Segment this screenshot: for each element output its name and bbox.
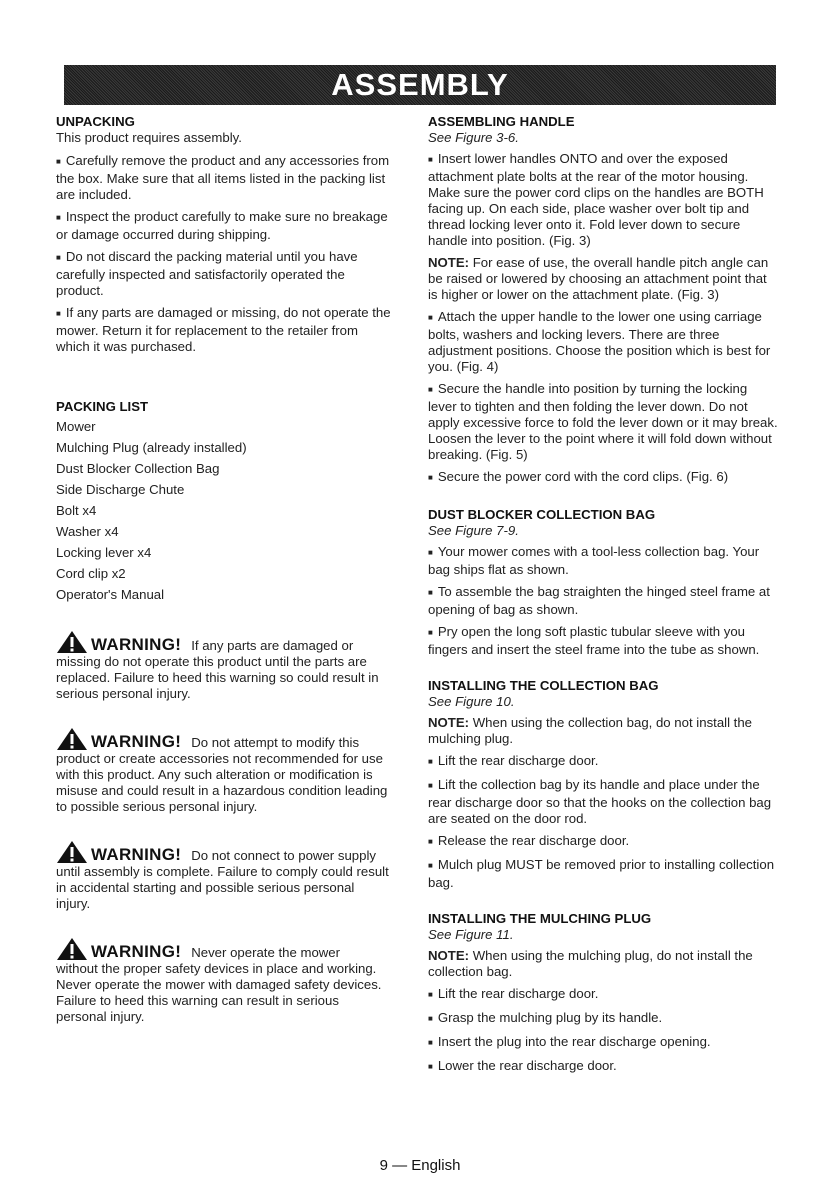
installing-plug-bullet: ■ Lift the rear discharge door. xyxy=(428,986,778,1004)
dust-blocker-bullet: ■ To assemble the bag straighten the hinged steel frame at opening of bag as shown. xyxy=(428,584,778,618)
left-column xyxy=(56,114,392,1025)
warning-label: WARNING! xyxy=(91,942,182,961)
note-text: When using the mulching plug, do not install the collection bag. xyxy=(428,948,753,979)
packing-list-item: Bolt x4 xyxy=(56,503,97,518)
warning-block xyxy=(56,630,392,702)
figure-reference: See Figure 3-6. xyxy=(428,130,519,145)
handle-bullet: ■ Attach the upper handle to the lower one using carriage bolts, washers and locking levers. There are three adjustment positions. Choose the position which is best for you. (Fig. 4) xyxy=(428,309,778,375)
plug-note xyxy=(428,948,778,980)
installing-bag-bullet: ■ Release the rear discharge door. xyxy=(428,833,778,851)
dust-blocker-bullet: ■ Pry open the long soft plastic tubular sleeve with you fingers and insert the steel frame into the tube as shown. xyxy=(428,624,778,658)
right-column xyxy=(428,114,778,1082)
unpacking-bullet: ■ If any parts are damaged or missing, do not operate the mower. Return it for replacement to the retailer from which it was purchased. xyxy=(56,305,392,355)
dust-blocker-heading: DUST BLOCKER COLLECTION BAG xyxy=(428,507,656,522)
warning-text-start: If any parts are damaged or xyxy=(191,638,354,653)
figure-reference: See Figure 7-9. xyxy=(428,523,519,538)
warning-triangle-icon xyxy=(56,727,88,751)
packing-list-item: Locking lever x4 xyxy=(56,545,152,560)
warning-text: product or create accessories not recommended for use with this product. Any such alteration or modification is misuse and could result in a hazardous condition leading to possible serious personal injury. xyxy=(56,751,388,814)
packing-list-heading: PACKING LIST xyxy=(56,399,149,414)
dust-blocker-bullet: ■ Your mower comes with a tool-less collection bag. Your bag ships flat as shown. xyxy=(428,544,778,578)
installing-bag-bullet: ■ Lift the collection bag by its handle and place under the rear discharge door so that the hooks on the collection bag are seated on the door rod. xyxy=(428,777,778,827)
figure-reference: See Figure 11. xyxy=(428,927,514,942)
section-banner xyxy=(64,65,776,105)
handle-bullet: ■ Secure the power cord with the cord clips. (Fig. 6) xyxy=(428,469,778,487)
warning-text: missing do not operate this product until the parts are replaced. Failure to heed this warning so could result in serious personal injury. xyxy=(56,654,379,701)
installing-plug-bullet: ■ Grasp the mulching plug by its handle. xyxy=(428,1010,778,1028)
warning-label: WARNING! xyxy=(91,635,182,654)
warning-block xyxy=(56,840,392,912)
assembling-handle-heading: ASSEMBLING HANDLE xyxy=(428,114,575,129)
warning-triangle-icon xyxy=(56,840,88,864)
installing-plug-heading: INSTALLING THE MULCHING PLUG xyxy=(428,911,652,926)
installing-plug-bullet: ■ Lower the rear discharge door. xyxy=(428,1058,778,1076)
note-label: NOTE: xyxy=(428,948,470,963)
warning-text-start: Do not attempt to modify this xyxy=(191,735,360,750)
warning-text: without the proper safety devices in place and working. Never operate the mower with damaged safety devices. Failure to heed this warning can result in serious personal injury. xyxy=(56,961,382,1024)
note-text: When using the collection bag, do not install the mulching plug. xyxy=(428,715,753,746)
packing-list-item: Mower xyxy=(56,419,96,434)
packing-list-item: Cord clip x2 xyxy=(56,566,126,581)
note-label: NOTE: xyxy=(428,255,470,270)
unpacking-bullet: ■ Do not discard the packing material until you have carefully inspected and satisfactorily operated the product. xyxy=(56,249,392,299)
installing-bag-heading: INSTALLING THE COLLECTION BAG xyxy=(428,678,659,693)
unpacking-bullet: ■ Carefully remove the product and any accessories from the box. Make sure that all items listed in the packing list are included. xyxy=(56,153,392,203)
warning-block xyxy=(56,937,392,1025)
section-title: ASSEMBLY xyxy=(331,67,509,102)
warning-block xyxy=(56,727,392,815)
warning-triangle-icon xyxy=(56,937,88,961)
warning-label: WARNING! xyxy=(91,845,182,864)
note-label: NOTE: xyxy=(428,715,470,730)
packing-list-item: Side Discharge Chute xyxy=(56,482,185,497)
handle-bullet: ■ Secure the handle into position by turning the locking lever to tighten and then folding the lever down. Do not apply excessive force to fold the lever down or it may break. Loosen the lever to the point where it will fold down without breaking. (Fig. 5) xyxy=(428,381,778,463)
figure-reference: See Figure 10. xyxy=(428,694,515,709)
warning-text-start: Do not connect to power supply xyxy=(191,848,376,863)
packing-list-item: Dust Blocker Collection Bag xyxy=(56,461,220,476)
unpacking-bullet: ■ Inspect the product carefully to make sure no breakage or damage occurred during shipping. xyxy=(56,209,392,243)
installing-plug-bullet: ■ Insert the plug into the rear discharge opening. xyxy=(428,1034,778,1052)
warning-text: until assembly is complete. Failure to comply could result in accidental starting and possible serious personal injury. xyxy=(56,864,389,911)
handle-note xyxy=(428,255,778,303)
installing-bag-bullet: ■ Mulch plug MUST be removed prior to installing collection bag. xyxy=(428,857,778,891)
unpacking-heading: UNPACKING xyxy=(56,114,135,129)
handle-bullet: ■ Insert lower handles ONTO and over the exposed attachment plate bolts at the rear of the motor housing. Make sure the power cord clips on the handles are BOTH facing up. On each side, place washer over bolt tip and thread locking lever onto it. Fold lever down to secure handle into position. (Fig. 3) xyxy=(428,151,778,249)
unpacking-intro: This product requires assembly. xyxy=(56,130,242,145)
bag-note xyxy=(428,715,778,747)
installing-bag-bullet: ■ Lift the rear discharge door. xyxy=(428,753,778,771)
page-footer: 9 — English xyxy=(379,1157,461,1174)
warning-triangle-icon xyxy=(56,630,88,654)
packing-list-item: Washer x4 xyxy=(56,524,119,539)
packing-list-item: Operator's Manual xyxy=(56,587,165,602)
packing-list-item: Mulching Plug (already installed) xyxy=(56,440,247,455)
warning-label: WARNING! xyxy=(91,732,182,751)
warning-text-start: Never operate the mower xyxy=(191,945,341,960)
note-text: For ease of use, the overall handle pitch angle can be raised or lowered by choosing an attachment point that is higher or lower on the attachment plate. (Fig. 3) xyxy=(428,255,769,302)
